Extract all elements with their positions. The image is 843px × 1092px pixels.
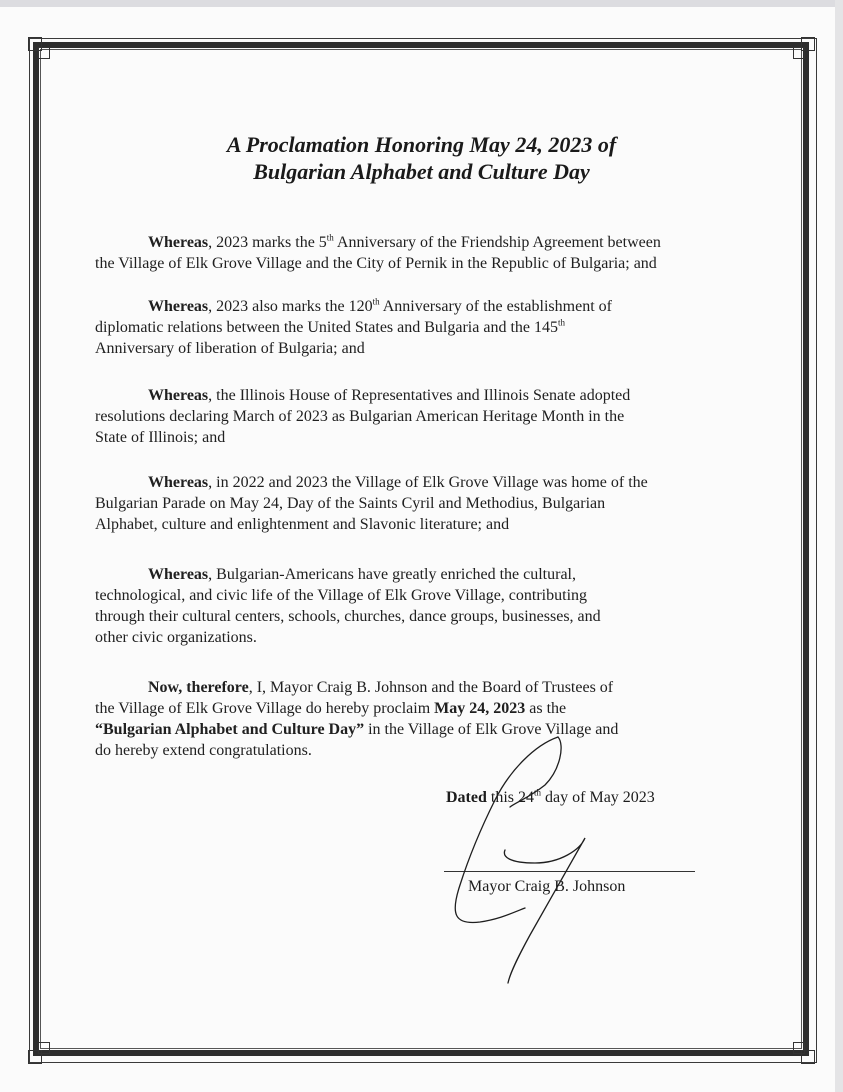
proclamation-title-line-2: Bulgarian Alphabet and Culture Day xyxy=(253,159,590,184)
paragraph-line: technological, and civic life of the Village of Elk Grove Village, contributing xyxy=(95,587,588,604)
whereas-paragraph-2 xyxy=(95,296,775,359)
paragraph-line xyxy=(95,564,775,585)
top-edge-band xyxy=(0,0,843,7)
now-therefore-paragraph xyxy=(95,677,775,761)
whereas-lead: Whereas xyxy=(148,566,209,583)
ordinal-suffix: th xyxy=(557,317,565,328)
line-text: , 2023 marks the 5 xyxy=(208,234,327,251)
corner-ornament-top-right-inner xyxy=(793,47,805,59)
line-text: , in 2022 and 2023 the Village of Elk Grove Village was home of the xyxy=(208,474,648,491)
line-text: , the Illinois House of Representatives and Illinois Senate adopted xyxy=(208,387,631,404)
paragraph-line xyxy=(95,296,775,317)
line-text: Anniversary of the establishment of xyxy=(379,298,612,315)
line-text: the Village of Elk Grove Village do hereby proclaim xyxy=(95,700,435,717)
paragraph-line xyxy=(95,698,775,719)
dated-text: this 24 xyxy=(486,789,535,806)
paragraph-line: Anniversary of liberation of Bulgaria; and xyxy=(95,340,365,357)
paragraph-line xyxy=(95,472,775,493)
proclaimed-date: May 24, 2023 xyxy=(434,700,526,717)
paragraph-line xyxy=(95,677,775,698)
paragraph-line: other civic organizations. xyxy=(95,629,257,646)
proclaimed-day-name: “Bulgarian Alphabet and Culture Day” xyxy=(95,721,365,738)
signatory-name: Mayor Craig B. Johnson xyxy=(468,878,626,895)
whereas-paragraph-1 xyxy=(95,232,775,274)
whereas-paragraph-4 xyxy=(95,472,775,535)
paragraph-line: through their cultural centers, schools, churches, dance groups, businesses, and xyxy=(95,608,601,625)
ordinal-suffix: th xyxy=(372,296,380,307)
paragraph-line xyxy=(95,385,775,406)
border-frame-inner xyxy=(40,49,802,1049)
paragraph-line: resolutions declaring March of 2023 as Bulgarian American Heritage Month in the xyxy=(95,408,625,425)
proclamation-title-line-1: A Proclamation Honoring May 24, 2023 of xyxy=(226,132,617,157)
line-text: Anniversary of the Friendship Agreement between xyxy=(333,234,661,251)
now-therefore-lead: Now, therefore xyxy=(148,679,249,696)
ordinal-suffix: th xyxy=(326,232,334,243)
line-text: in the Village of Elk Grove Village and xyxy=(364,721,619,738)
corner-ornament-top-left-inner xyxy=(38,47,50,59)
whereas-lead: Whereas xyxy=(148,234,209,251)
line-text: as the xyxy=(525,700,567,717)
line-text: , I, Mayor Craig B. Johnson and the Board of Trustees of xyxy=(248,679,614,696)
paragraph-line: the Village of Elk Grove Village and the City of Pernik in the Republic of Bulgaria; and xyxy=(95,255,657,272)
paragraph-line xyxy=(95,232,775,253)
whereas-paragraph-3 xyxy=(95,385,775,448)
paragraph-line: State of Illinois; and xyxy=(95,429,226,446)
ordinal-suffix: th xyxy=(534,787,542,798)
paragraph-line: do hereby extend congratulations. xyxy=(95,742,312,759)
line-text: , 2023 also marks the 120 xyxy=(208,298,373,315)
corner-ornament-bottom-left-inner xyxy=(38,1042,50,1054)
line-text: diplomatic relations between the United States and Bulgaria and the 145 xyxy=(95,319,558,336)
paragraph-line xyxy=(95,317,775,338)
whereas-lead: Whereas xyxy=(148,387,209,404)
paragraph-line xyxy=(95,719,775,740)
line-text: , Bulgarian-Americans have greatly enriched the cultural, xyxy=(208,566,576,583)
paragraph-line: Bulgarian Parade on May 24, Day of the Saints Cyril and Methodius, Bulgarian xyxy=(95,495,606,512)
whereas-lead: Whereas xyxy=(148,298,209,315)
handwritten-signature xyxy=(440,735,640,985)
corner-ornament-bottom-right-inner xyxy=(793,1042,805,1054)
whereas-lead: Whereas xyxy=(148,474,209,491)
whereas-paragraph-5 xyxy=(95,564,775,648)
dated-lead: Dated xyxy=(446,789,487,806)
dated-text: day of May 2023 xyxy=(541,789,655,806)
paragraph-line: Alphabet, culture and enlightenment and Slavonic literature; and xyxy=(95,516,510,533)
